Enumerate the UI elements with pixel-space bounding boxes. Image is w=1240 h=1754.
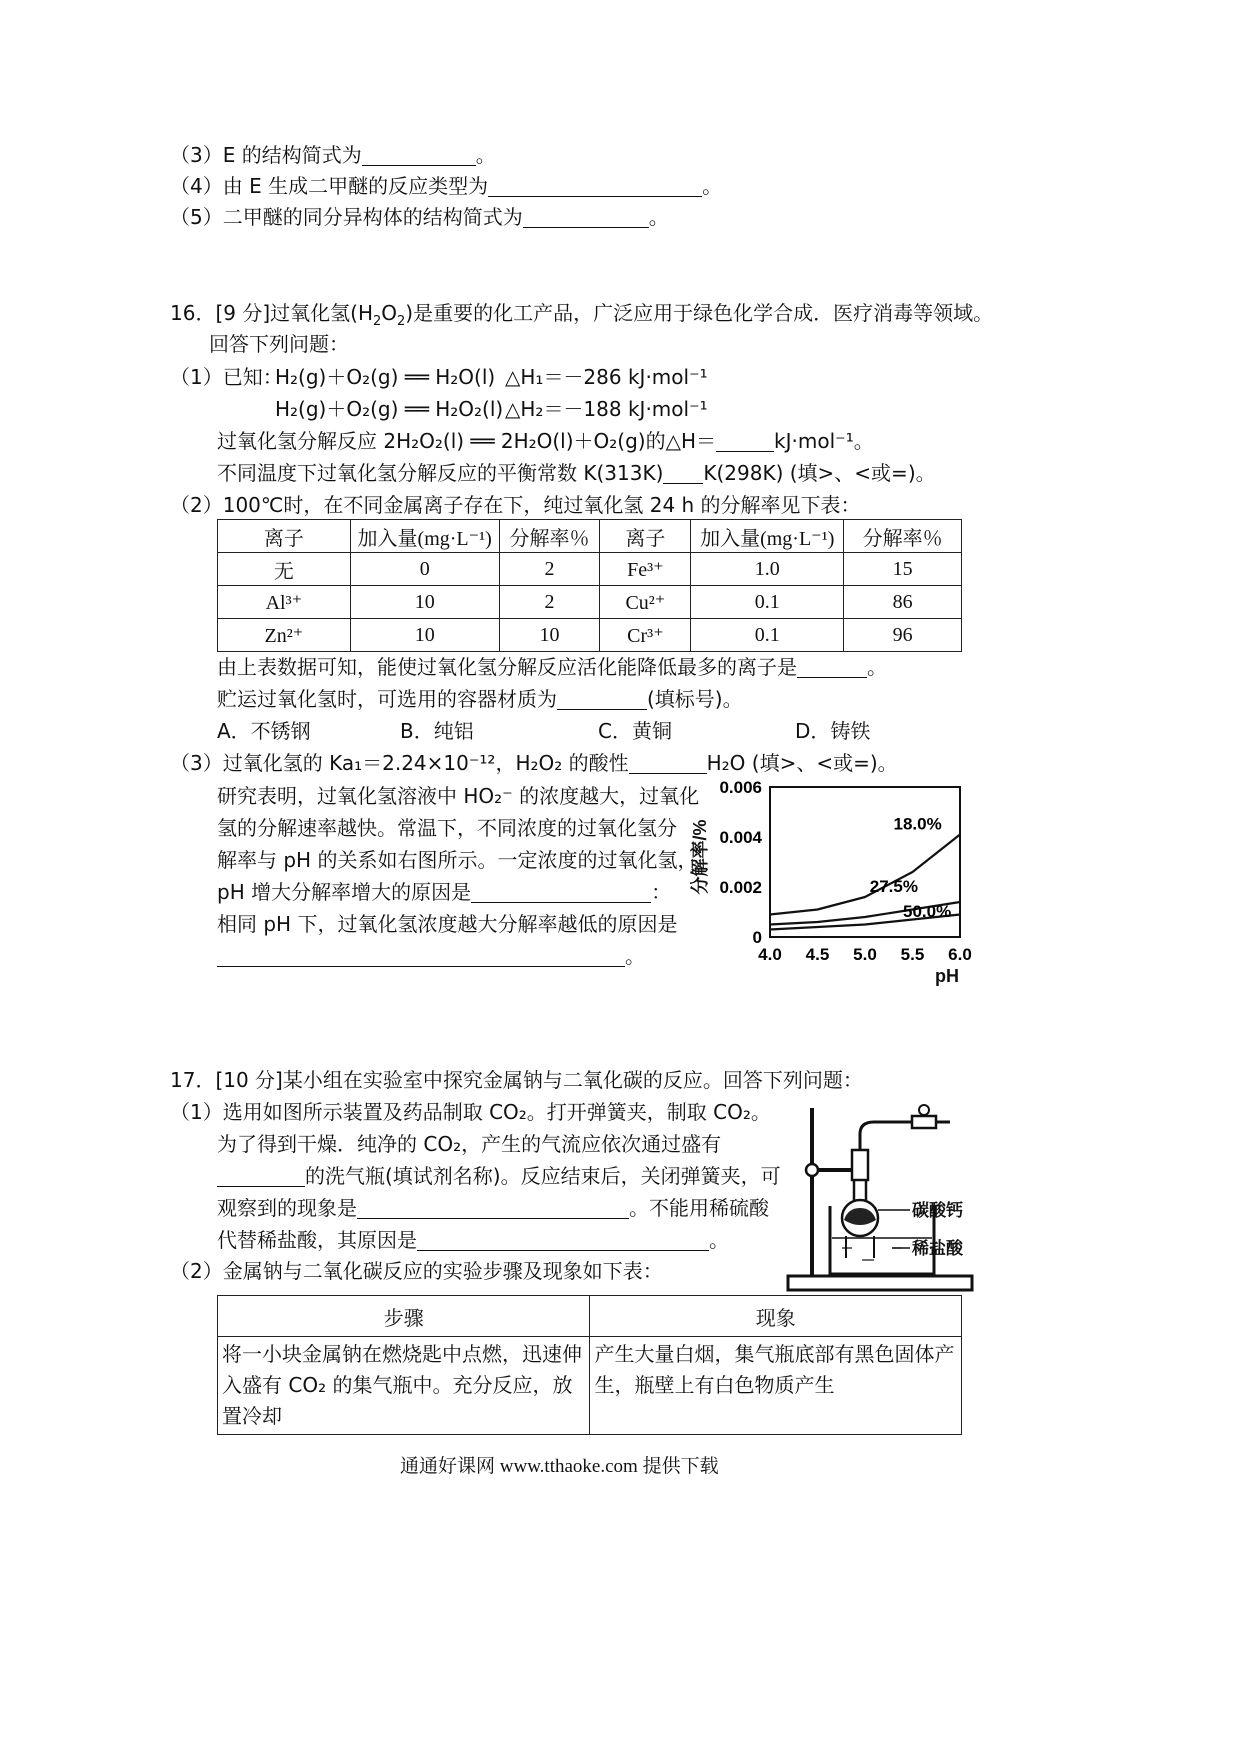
table-cell: 2	[499, 586, 600, 619]
table-row	[218, 586, 962, 619]
q16-p3-line5	[217, 877, 671, 907]
p3-text: （3）过氧化氢的 Ka₁＝2.24×10⁻¹²，H₂O₂ 的酸性	[170, 751, 629, 775]
q16-p3-line3: 氢的分解速率越快。常温下，不同浓度的过氧化氢分	[217, 816, 677, 840]
p1-l5-suffix: 。	[709, 1228, 729, 1252]
q17-p2-intro: （2）金属钠与二氧化碳反应的实验步骤及现象如下表：	[170, 1259, 663, 1283]
x-tick-label: 4.0	[758, 945, 782, 964]
table-cell: 96	[844, 619, 962, 652]
table-header: 分解率％	[499, 520, 600, 553]
q16-p2-intro: （2）100℃时，在不同金属离子存在下，纯过氧化氢 24 h 的分解率见下表：	[170, 493, 861, 517]
p3-l5-text: pH 增大分解率增大的原因是	[217, 880, 472, 904]
option-a[interactable]: A．不锈钢	[217, 719, 311, 743]
y-tick-label: 0.002	[719, 878, 762, 897]
p1-l4-text: 观察到的现象是	[217, 1196, 357, 1220]
x-tick-label: 5.0	[853, 945, 877, 964]
q16-equilibrium	[217, 458, 936, 488]
q15-3-suffix: 。	[475, 143, 496, 167]
table-cell: 0	[350, 553, 499, 586]
k-text-post: K(298K) (填>、<或=)。	[703, 461, 936, 485]
table-header-row	[218, 520, 962, 553]
q17-p1-line4	[217, 1193, 769, 1223]
answer-blank[interactable]	[629, 751, 707, 774]
series-label: 27.5%	[869, 877, 918, 896]
k-text: 不同温度下过氧化氢分解反应的平衡常数 K(313K)	[217, 461, 664, 485]
table-header: 离子	[218, 520, 351, 553]
p1-l5-text: 代替稀盐酸，其原因是	[217, 1228, 417, 1252]
table-row	[218, 1337, 962, 1435]
p1-l3-text: 的洗气瓶(填试剂名称)。反应结束后，关闭弹簧夹，可	[305, 1164, 781, 1188]
question-15-3	[170, 140, 496, 170]
question-15-5	[170, 202, 669, 232]
q16-header-post: )是重要的化工产品，广泛应用于绿色化学合成．医疗消毒等领域。	[405, 301, 994, 325]
q16-p3-line7	[217, 941, 645, 971]
q17-p1-line3	[217, 1161, 781, 1191]
table-cell: Zn²⁺	[218, 619, 351, 652]
q16-p2-question2	[217, 684, 743, 714]
q15-5-text: （5）二甲醚的同分异构体的结构简式为	[170, 205, 523, 229]
decomp-text: 过氧化氢分解反应 2H₂O₂(l) ══ 2H₂O(l)＋O₂(g)的△H＝	[217, 429, 717, 453]
answer-blank[interactable]	[523, 205, 649, 228]
table-header-row	[218, 1296, 962, 1337]
q17-p1-line5	[217, 1225, 729, 1255]
table-cell: 10	[499, 619, 600, 652]
table-cell: Cr³⁺	[600, 619, 691, 652]
series-label: 18.0%	[893, 814, 942, 834]
sodium-co2-experiment-table	[217, 1295, 962, 1435]
x-tick-label: 5.5	[900, 945, 925, 964]
y-tick-label: 0.004	[719, 828, 762, 847]
option-c[interactable]: C．黄铜	[598, 719, 672, 743]
answer-blank[interactable]	[488, 174, 702, 197]
p2-q2-text: 贮运过氧化氢时，可选用的容器材质为	[217, 687, 557, 711]
decomposition-ph-chart	[680, 775, 980, 995]
chart-xlabel: pH	[935, 966, 959, 986]
x-tick-label: 4.5	[805, 945, 830, 964]
x-tick-label: 6.0	[948, 945, 972, 964]
table-cell: 10	[350, 619, 499, 652]
q15-4-suffix: 。	[702, 174, 723, 198]
table-cell: 15	[844, 553, 962, 586]
q16-p3-line6: 相同 pH 下，过氧化氢浓度越大分解率越低的原因是	[217, 912, 678, 936]
table-cell: 无	[218, 553, 351, 586]
p3-l7-suffix: 。	[625, 944, 645, 968]
table-cell: 产生大量白烟，集气瓶底部有黑色固体产生，瓶壁上有白色物质产生	[590, 1337, 962, 1435]
table-cell: 86	[844, 586, 962, 619]
q16-header: 16．[9 分]过氧化氢$(H_2O_2)$是重要的化工产品，广泛应用于绿色化学合成．医疗消毒等领域。	[170, 301, 994, 329]
q16-header-pre: 16．[9 分]过氧化氢(H	[170, 301, 373, 325]
q16-decomposition	[217, 426, 874, 456]
q16-p1-label: （1）已知：	[170, 365, 283, 389]
q17-p1-line2: 为了得到干燥．纯净的 CO₂，产生的气流应依次通过盛有	[217, 1132, 722, 1156]
p2-q1-suffix: 。	[867, 655, 887, 679]
q16-p3-line4: 解率与 pH 的关系如右图所示。一定浓度的过氧化氢，	[217, 848, 698, 872]
p3-text-post: H₂O (填>、<或=)。	[706, 751, 898, 775]
table-cell: 2	[499, 553, 600, 586]
p3-l5-suffix: ：	[651, 880, 672, 904]
q15-3-text: （3）E 的结构简式为	[170, 143, 362, 167]
answer-blank[interactable]	[797, 655, 867, 678]
table-cell: 1.0	[691, 553, 844, 586]
table-cell: 10	[350, 586, 499, 619]
answer-blank[interactable]	[217, 944, 625, 967]
table-cell: Cu²⁺	[600, 586, 691, 619]
decomp-unit: kJ·mol⁻¹。	[774, 429, 874, 453]
table-row	[218, 553, 962, 586]
q17-header: 17．[10 分]某小组在实验室中探究金属钠与二氧化碳的反应。回答下列问题：	[170, 1068, 863, 1092]
table-header: 现象	[590, 1296, 962, 1337]
table-header: 步骤	[218, 1296, 590, 1337]
answer-blank[interactable]	[362, 143, 476, 166]
table-header: 分解率％	[844, 520, 962, 553]
table-cell: 将一小块金属钠在燃烧匙中点燃，迅速伸入盛有 CO₂ 的集气瓶中。充分反应，放置冷却	[218, 1337, 590, 1435]
label-dilute-hcl: 稀盐酸	[912, 1239, 963, 1258]
table-cell: 0.1	[691, 619, 844, 652]
answer-blank[interactable]	[417, 1228, 709, 1251]
label-calcium-carbonate: 碳酸钙	[912, 1201, 963, 1220]
table-header: 离子	[600, 520, 691, 553]
answer-blank[interactable]	[663, 461, 703, 484]
q16-p3-line1	[170, 748, 898, 778]
q15-4-text: （4）由 E 生成二甲醚的反应类型为	[170, 174, 489, 198]
answer-blank[interactable]	[217, 1164, 305, 1187]
chart-ylabel: 分解率/%	[690, 819, 710, 895]
equation-1-enthalpy: △H₁＝－286 kJ·mol⁻¹	[505, 365, 708, 389]
table-header: 加入量(mg·L⁻¹)	[350, 520, 499, 553]
p2-q2-suffix: (填标号)。	[647, 687, 743, 711]
option-d[interactable]: D．铸铁	[795, 719, 871, 743]
answer-blank[interactable]	[716, 429, 774, 452]
q15-5-suffix: 。	[648, 205, 669, 229]
q16-p3-line2: 研究表明，过氧化氢溶液中 HO₂⁻ 的浓度越大，过氧化	[217, 784, 700, 808]
table-cell: 0.1	[691, 586, 844, 619]
option-b[interactable]: B．纯铝	[400, 719, 474, 743]
y-tick-label: 0	[752, 928, 762, 947]
q16-header-line2: 回答下列问题：	[209, 332, 349, 356]
table-cell: Al³⁺	[218, 586, 351, 619]
footer: 通通好课网 www.tthaoke.com 提供下载	[400, 1456, 719, 1477]
answer-blank[interactable]	[357, 1196, 629, 1219]
p2-q1-text: 由上表数据可知，能使过氧化氢分解反应活化能降低最多的离子是	[217, 655, 797, 679]
table-header: 加入量(mg·L⁻¹)	[691, 520, 844, 553]
answer-blank[interactable]	[471, 880, 651, 903]
series-label: 50.0%	[903, 902, 952, 921]
q17-p1-line1: （1）选用如图所示装置及药品制取 CO₂。打开弹簧夹，制取 CO₂。	[170, 1100, 771, 1124]
p1-l4-suffix: 。不能用稀硫酸	[629, 1196, 769, 1220]
equation-2: H₂(g)＋O₂(g) ══ H₂O₂(l)	[275, 397, 504, 421]
answer-blank[interactable]	[557, 687, 647, 710]
table-cell: Fe³⁺	[600, 553, 691, 586]
co2-generator-apparatus	[782, 1098, 982, 1298]
equation-2-enthalpy: △H₂＝－188 kJ·mol⁻¹	[505, 397, 708, 421]
q16-p2-question1	[217, 652, 887, 682]
y-tick-label: 0.006	[719, 778, 762, 797]
ion-decomposition-table	[217, 519, 962, 652]
equation-1: H₂(g)＋O₂(g) ══ H₂O(l)	[275, 365, 496, 389]
question-15-4	[170, 171, 722, 201]
table-row	[218, 619, 962, 652]
